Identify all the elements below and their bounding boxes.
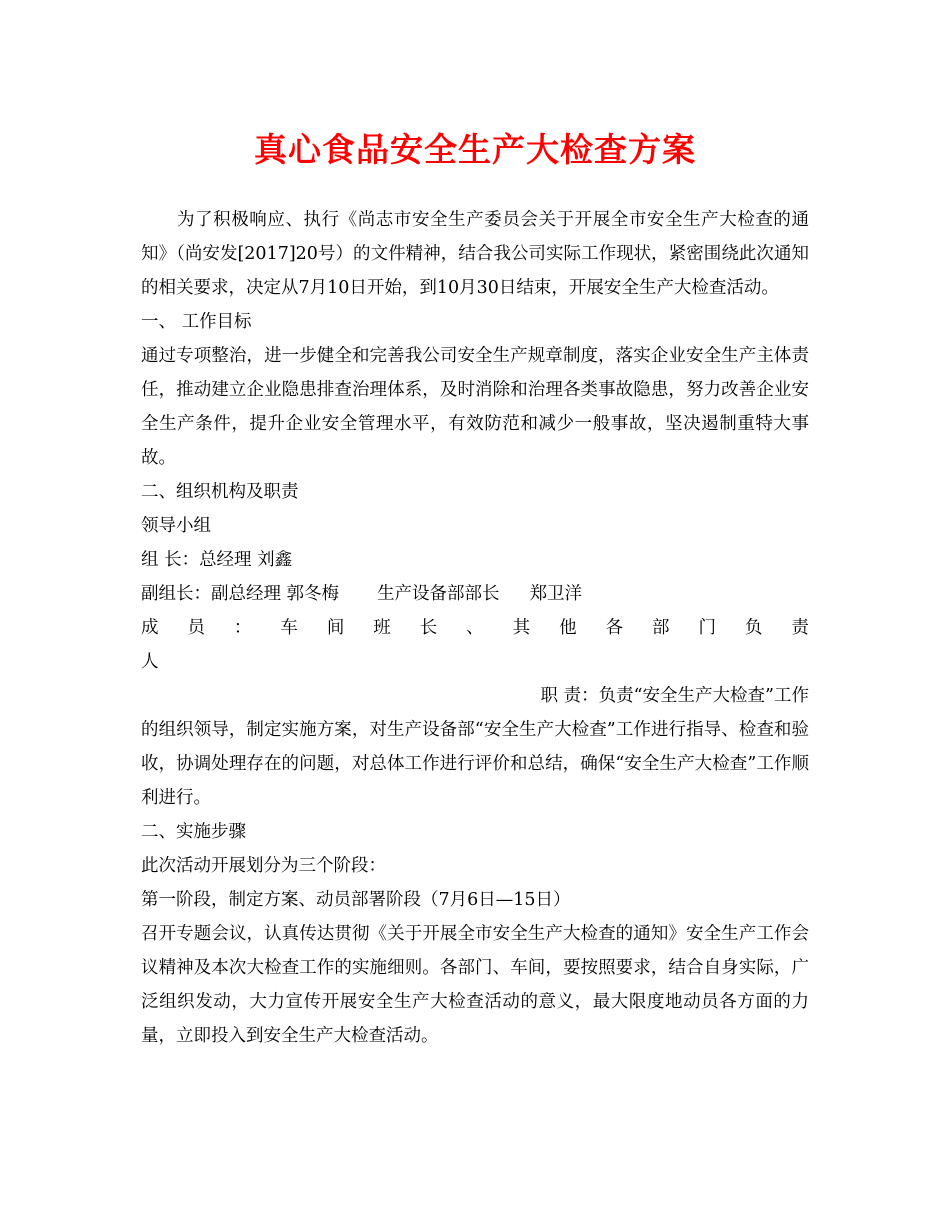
section-1-body: 通过专项整治，进一步健全和完善我公司安全生产规章制度，落实企业安全生产主体责任，推动建立企业隐患排查治理体系，及时消除和治理各类事故隐患，努力改善企业安全生产条件，提升企业安全管理水平，有效防范和减少一般事故，坚决遏制重特大事故。 <box>141 346 809 468</box>
members-char: 员 <box>187 618 205 638</box>
deputy-c: 郑卫洋 <box>529 584 583 604</box>
members-line <box>141 611 809 645</box>
members-char: 责 <box>791 618 809 638</box>
members-char: 各 <box>605 618 624 638</box>
deputy-line <box>141 577 809 611</box>
group-label: 领导小组 <box>141 516 211 536</box>
deputy-b: 生产设备部部长 <box>377 584 500 604</box>
phase-1-heading: 第一阶段，制定方案、动员部署阶段（7月6日—15日） <box>141 890 571 910</box>
phase-1-body: 召开专题会议，认真传达贯彻《关于开展全市安全生产大检查的通知》安全生产工作会议精神及本次大检查工作的实施细则。各部门、车间，要按照要求，结合自身实际，广泛组织发动，大力宣传开展安全生产大检查活动的意义，最大限度地动员各方面的力量，立即投入到安全生产大检查活动。 <box>141 924 809 1046</box>
members-char: 门 <box>698 618 716 638</box>
duty-paragraph: 的组织领导，制定实施方案，对生产设备部“安全生产大检查”工作进行指导、检查和验收，协调处理存在的问题，对总体工作进行评价和总结，确保“安全生产大检查”工作顺利进行。 <box>141 720 809 808</box>
intro-paragraph: 为了积极响应、执行《尚志市安全生产委员会关于开展全市安全生产大检查的通知》（尚安发[2017]20号）的文件精神，结合我公司实际工作现状，紧密围绕此次通知的相关要求，决定从7月10日开始，到10月30日结束，开展安全生产大检查活动。 <box>141 210 809 298</box>
duty-first-line: 职 责：负责“安全生产大检查”工作 <box>540 686 809 706</box>
members-char: 部 <box>651 618 670 638</box>
members-char: 负 <box>744 618 763 638</box>
document-body <box>141 203 809 1053</box>
leader-line: 组 长：总经理 刘鑫 <box>141 550 293 570</box>
members-char: ： <box>233 618 252 638</box>
section-1-heading: 一、 工作目标 <box>141 312 252 332</box>
members-char: 间 <box>326 618 345 638</box>
document-title: 真心食品安全生产大检查方案 <box>254 130 696 169</box>
members-char: 他 <box>559 618 577 638</box>
members-char: 长 <box>419 618 438 638</box>
section-2-heading: 二、组织机构及职责 <box>141 482 299 502</box>
phases-intro: 此次活动开展划分为三个阶段： <box>141 856 386 876</box>
members-char: 、 <box>466 618 484 638</box>
members-char: 其 <box>512 618 531 638</box>
section-3-heading: 二、实施步骤 <box>141 822 246 842</box>
members-tail: 人 <box>141 652 159 672</box>
members-char: 成 <box>141 618 159 638</box>
members-char: 车 <box>280 618 298 638</box>
deputy-a: 副组长：副总经理 郭冬梅 <box>141 584 340 604</box>
members-char: 班 <box>373 618 391 638</box>
